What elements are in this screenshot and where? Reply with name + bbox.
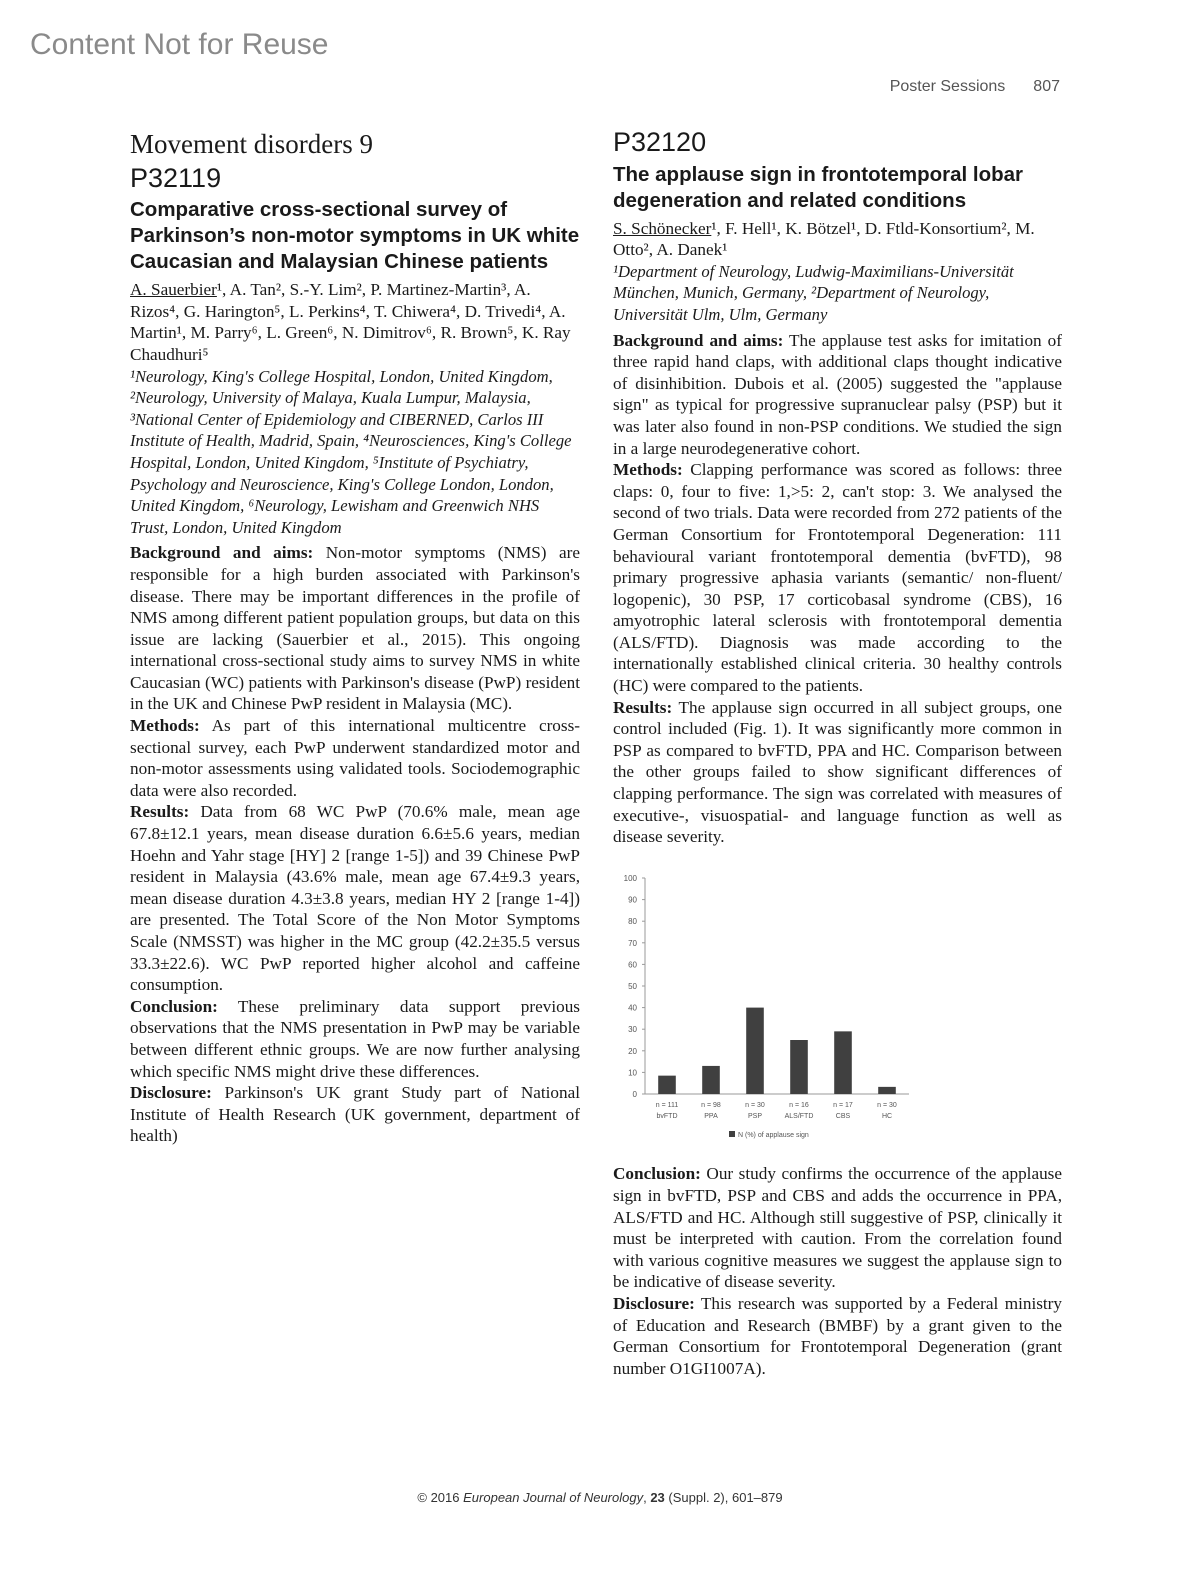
y-tick-label: 0 bbox=[632, 1089, 637, 1099]
y-tick-label: 40 bbox=[628, 1003, 637, 1013]
x-tick-label-group: PSP bbox=[747, 1112, 763, 1120]
footer bbox=[0, 1490, 1200, 1505]
disclosure-paragraph bbox=[130, 1082, 580, 1147]
abstract-id: P32119 bbox=[130, 162, 222, 193]
co-authors: ¹, A. Tan², S.-Y. Lim², P. Martinez-Martin³, A. Rizos⁴, G. Harington⁵, L. Perkins⁴, T. Chiwera⁴, D. Trivedi⁴, A. Martin¹, M. Parry⁶, L. Green⁶, N. Dimitrov⁶, R. Brown⁵, K. Ray Chaudhuri⁵ bbox=[130, 280, 571, 364]
watermark: Content Not for Reuse bbox=[30, 28, 329, 61]
methods-text: Clapping performance was scored as follows: three claps: 0, four to five: 1,>5: 2, can't stop: 3. We analysed the second of two trials. Data were recorded from 272 patients of the German Consortium for Frontotemporal Degeneration: 111 behavioural variant frontotemporal dementia (bvFTD), 98 primary progressive aphasia variants (semantic/ non-fluent/ logopenic), 30 PSP, 17 corticobasal syndrome (CBS), 16 amyotrophic lateral sclerosis with frontotemporal dementia (ALS/FTD). Diagnosis was made according to the internationally established clinical criteria. 30 healthy controls (HC) were compared to the patients. bbox=[613, 460, 1062, 696]
methods-paragraph bbox=[613, 459, 1062, 697]
bar bbox=[790, 1040, 808, 1094]
x-tick-label-group: CBS bbox=[835, 1112, 851, 1120]
x-tick-label-group: ALS/FTD bbox=[784, 1112, 814, 1120]
y-tick-label: 50 bbox=[628, 981, 637, 991]
bar bbox=[834, 1031, 852, 1094]
disclosure-text: Parkinson's UK grant Study part of National Institute of Health Research (UK government, department of health) bbox=[130, 1083, 580, 1146]
conclusion-text: Our study confirms the occurrence of the applause sign in bvFTD, PSP and CBS and adds the occurrence in PPA, ALS/FTD and HC. Although still suggestive of PSP, clinically it must be interpreted with caution. From the correlation found with various cognitive measures we suggest the applause sign to be indicative of disease severity. bbox=[613, 1164, 1062, 1292]
x-tick-label-n: n = 30 bbox=[745, 1101, 765, 1109]
disclosure-label: Disclosure: bbox=[130, 1083, 212, 1103]
background-label: Background and aims: bbox=[130, 543, 314, 563]
background-label: Background and aims: bbox=[613, 330, 784, 350]
footer-sep: , bbox=[643, 1490, 651, 1505]
y-tick-label: 100 bbox=[623, 873, 637, 883]
results-paragraph bbox=[130, 801, 580, 995]
section-title: Movement disorders 9 bbox=[130, 129, 373, 159]
author-list bbox=[613, 218, 1062, 261]
x-tick-label-group: PPA bbox=[704, 1112, 718, 1120]
x-tick-label-n: n = 17 bbox=[833, 1101, 853, 1109]
disclosure-text: This research was supported by a Federal ministry of Education and Research (BMBF) by a grant given to the German Consortium for Frontotemporal Degeneration (grant number O1GI1007A). bbox=[613, 1293, 1062, 1378]
results-label: Results: bbox=[130, 802, 190, 822]
conclusion-paragraph bbox=[130, 996, 580, 1082]
background-text: Non-motor symptoms (NMS) are responsible for a high burden associated with Parkinson's disease. There may be important differences in the profile of NMS among different patient population groups, but data on this issue are lacking (Sauerbier et al., 2015). This ongoing international cross-sectional study aims to survey NMS in white Caucasian (WC) patients with Parkinson's disease (PwP) resident in the UK and Chinese PwP resident in Malaysia (MC). bbox=[130, 543, 580, 714]
bar bbox=[878, 1087, 896, 1094]
background-paragraph bbox=[130, 542, 580, 715]
footer-volume: 23 bbox=[650, 1490, 665, 1505]
left-column bbox=[130, 130, 580, 1147]
legend-swatch bbox=[729, 1131, 735, 1137]
conclusion-paragraph bbox=[613, 1163, 1062, 1293]
affiliations: ¹Neurology, King's College Hospital, London, United Kingdom, ²Neurology, University of Malaya, Kuala Lumpur, Malaysia, ³National Center of Epidemiology and CIBERNED, Carlos III Institute of Health, Madrid, Spain, ⁴Neurosciences, King's College Hospital, London, United Kingdom, ⁵Institute of Psychiatry, Psychology and Neuroscience, King's College London, London, United Kingdom, ⁶Neurology, Lewisham and Greenwich NHS Trust, London, United Kingdom bbox=[130, 366, 572, 537]
right-column bbox=[613, 127, 1062, 1379]
conclusion-text: These preliminary data support previous observations that the NMS presentation in PwP may be variable between different ethnic groups. We are now further analysing which specific NMS might drive these differences. bbox=[130, 996, 580, 1081]
methods-label: Methods: bbox=[613, 460, 683, 480]
results-text: Data from 68 WC PwP (70.6% male, mean age 67.8±12.1 years, mean disease duration 6.6±5.6 years, median Hoehn and Yahr stage [HY] 2 [range 1-5]) and 39 Chinese PwP resident in Malaysia (43.6% male, mean age 67.4±9.3 years, mean disease duration 4.3±3.8 years, median HY 2 [range 1-4]) are presented. The Total Score of the Non Motor Symptoms Scale (NMSST) was higher in the MC group (42.2±35.5 versus 33.3±22.6). WC PwP reported higher alcohol and caffeine consumption. bbox=[130, 802, 580, 995]
x-tick-label-n: n = 16 bbox=[789, 1101, 809, 1109]
conclusion-label: Conclusion: bbox=[613, 1164, 701, 1184]
y-tick-label: 20 bbox=[628, 1046, 637, 1056]
x-tick-label-n: n = 111 bbox=[655, 1101, 679, 1109]
conclusion-label: Conclusion: bbox=[130, 996, 218, 1016]
methods-text: As part of this international multicentre cross-sectional survey, each PwP underwent standardized motor and non-motor assessments using validated tools. Sociodemographic data were also recorded. bbox=[130, 716, 580, 800]
abstract-title: The applause sign in frontotemporal lobar degeneration and related conditions bbox=[613, 162, 1024, 212]
disclosure-paragraph bbox=[613, 1293, 1062, 1379]
running-head bbox=[890, 78, 1060, 96]
y-tick-label: 90 bbox=[628, 895, 637, 905]
y-tick-label: 70 bbox=[628, 938, 637, 948]
bar bbox=[658, 1075, 676, 1093]
x-tick-label-group: bvFTD bbox=[656, 1112, 678, 1120]
y-tick-label: 80 bbox=[628, 917, 637, 927]
bar bbox=[746, 1007, 764, 1093]
results-paragraph bbox=[613, 697, 1062, 848]
results-text: The applause sign occurred in all subject groups, one control included (Fig. 1). It was significantly more common in PSP as compared to bvFTD, PPA and HC. Comparison between the other groups failed to show significant differences of clapping performance. The sign was correlated with measures of executive-, visuospatial- and language function as well as disease severity. bbox=[613, 697, 1062, 847]
y-tick-label: 10 bbox=[628, 1068, 637, 1078]
x-tick-label-group: HC bbox=[881, 1112, 893, 1120]
methods-paragraph bbox=[130, 715, 580, 801]
presenting-author: A. Sauerbier bbox=[130, 280, 217, 300]
applause-sign-figure bbox=[613, 864, 1062, 1150]
footer-rest: (Suppl. 2), 601–879 bbox=[664, 1490, 783, 1505]
page-number: 807 bbox=[1033, 78, 1060, 95]
y-tick-label: 30 bbox=[628, 1025, 637, 1035]
y-tick-label: 60 bbox=[628, 960, 637, 970]
presenting-author: S. Schönecker bbox=[613, 218, 712, 238]
results-label: Results: bbox=[613, 697, 673, 717]
bar-chart bbox=[613, 864, 1062, 1144]
background-text: The applause test asks for imitation of three rapid hand claps, with additional claps thought indicative of disinhibition. Dubois et al. (2005) suggested the "applause sign" as typical for progressive supranuclear palsy (PSP) but it was later also found in non-PSP conditions. We studied the sign in a large neurodegenerative cohort. bbox=[613, 330, 1062, 458]
footer-journal: European Journal of Neurology bbox=[463, 1490, 644, 1505]
co-authors: ¹, F. Hell¹, K. Bötzel¹, D. Ftld-Konsortium², M. Otto², A. Danek¹ bbox=[613, 218, 1035, 260]
legend-label: N (%) of applause sign bbox=[738, 1131, 809, 1139]
methods-label: Methods: bbox=[130, 716, 200, 736]
abstract-id: P32120 bbox=[613, 127, 707, 157]
x-tick-label-n: n = 98 bbox=[701, 1101, 721, 1109]
author-list bbox=[130, 279, 580, 365]
abstract-title: Comparative cross-sectional survey of Parkinson’s non-motor symptoms in UK white Caucasian and Malaysian Chinese patients bbox=[130, 198, 580, 274]
bar bbox=[702, 1066, 720, 1094]
background-paragraph bbox=[613, 330, 1062, 460]
x-tick-label-n: n = 30 bbox=[877, 1101, 897, 1109]
disclosure-label: Disclosure: bbox=[613, 1293, 695, 1313]
footer-copyright: © 2016 bbox=[417, 1490, 464, 1505]
running-head-section: Poster Sessions bbox=[889, 78, 1006, 95]
affiliations: ¹Department of Neurology, Ludwig-Maximilians-Universität München, Munich, Germany, ²Department of Neurology, Universität Ulm, Ulm, Germany bbox=[613, 261, 1014, 324]
